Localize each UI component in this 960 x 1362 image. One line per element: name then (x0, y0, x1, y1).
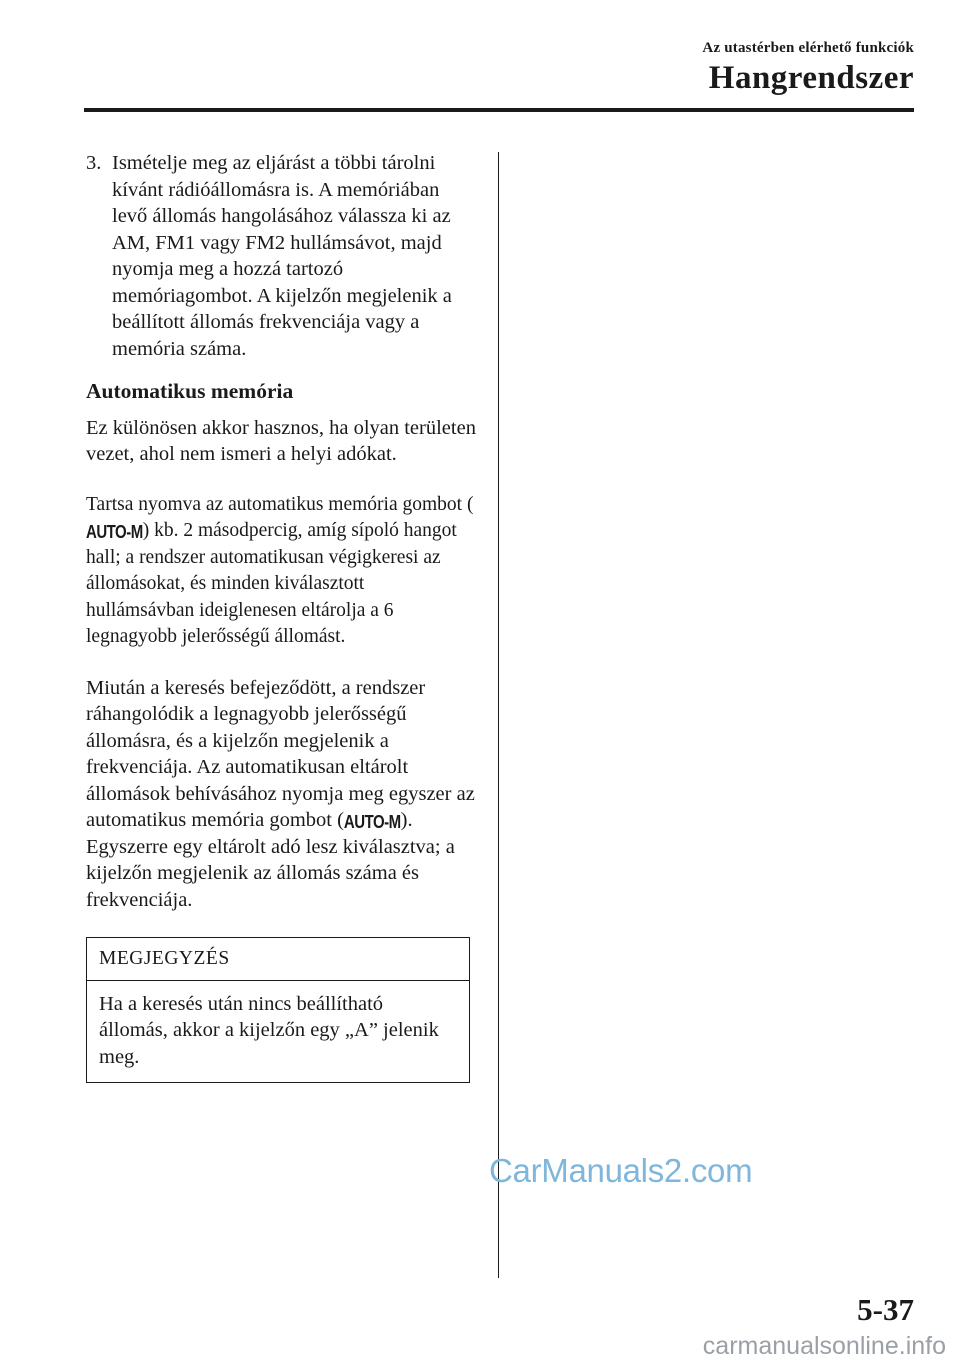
paragraph-1-text-start: Tartsa nyomva az automatikus memória gombot ( (86, 493, 474, 515)
section-subtitle: Az utastérben elérhető funkciók (702, 40, 914, 56)
step-text: Ismételje meg az eljárást a többi tárolni kívánt rádióállomásra is. A memóriában levő állomás hangolásához válassza ki az AM, FM1 vagy FM2 hullámsávot, majd nyomja meg a hozzá tartozó memóriagombot. A kijelzőn megjelenik a beállított állomás frekvenciája vagy a memória száma. (112, 152, 452, 360)
page-title: Hangrendszer (708, 60, 914, 96)
step-number: 3. (86, 152, 102, 174)
note-body: Ha a keresés után nincs beállítható állomás, akkor a kijelzőn egy „A” jelenik meg. (99, 992, 439, 1068)
footer-watermark-link[interactable]: carmanualsonline.info (702, 1332, 946, 1360)
header-rule (84, 108, 914, 112)
paragraph-1-text-end: ) kb. 2 másodpercig, amíg sípoló hangot hall; a rendszer automatikusan végigkeresi az állomásokat, és minden kiválasztott hullámsávban ideiglenesen eltárolja a 6 legnagyobb jelerősségű állomást. (86, 520, 457, 647)
left-column (86, 150, 476, 1083)
step-3 (86, 150, 476, 362)
auto-m-button-icon: AUTO-M (86, 522, 143, 543)
auto-memory-heading: Automatikus memória (86, 379, 294, 403)
page-number: 5-37 (857, 1292, 914, 1327)
auto-m-button-icon: AUTO-M (343, 812, 401, 833)
paragraph-2-text-end: ). Egyszerre egy eltárolt adó lesz kiválasztva; a kijelzőn megjelenik az állomás száma és frekvenciája. (86, 809, 455, 911)
column-divider (498, 152, 499, 1278)
paragraph-2-text-start: Miután a keresés befejeződött, a rendszer ráhangolódik a legnagyobb jelerősségű állomásra, és a kijelzőn megjelenik a frekvenciája. Az automatikusan eltárolt állomások behívásához nyomja meg egyszer az automatikus memória gombot ( (86, 676, 475, 831)
note-title: MEGJEGYZÉS (87, 938, 469, 981)
watermark-link[interactable]: CarManuals2.com (489, 1152, 753, 1189)
auto-memory-paragraph-2 (86, 675, 476, 914)
note-box (86, 937, 470, 1083)
auto-memory-intro: Ez különösen akkor hasznos, ha olyan területen vezet, ahol nem ismeri a helyi adókat. (86, 416, 476, 465)
auto-memory-paragraph-1 (86, 492, 476, 651)
